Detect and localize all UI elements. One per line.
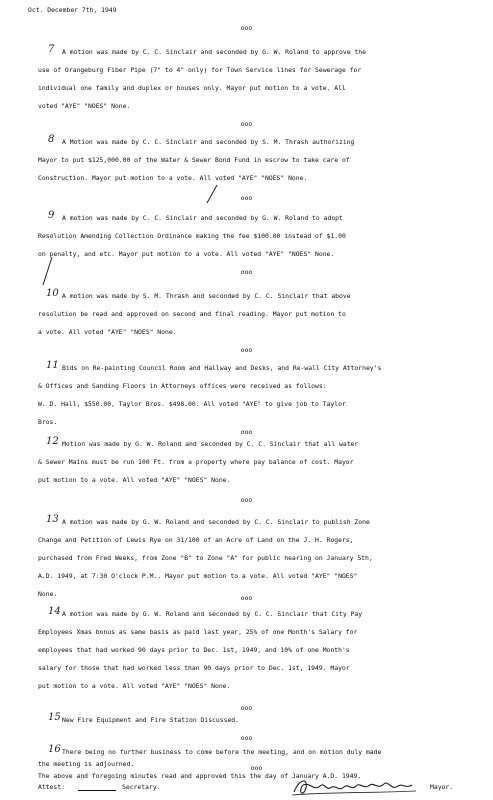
separator: ooo: [240, 346, 253, 354]
separator: ooo: [240, 268, 253, 276]
paragraph-number: 10: [46, 288, 59, 299]
paragraph-line: Resolution Amending Collection Ordinance making the fee $100.00 instead of $1.00: [38, 232, 346, 240]
separator: ooo: [240, 594, 253, 602]
paragraph-number: 11: [46, 360, 59, 371]
separator: ooo: [240, 194, 253, 202]
separator: ooo: [240, 120, 253, 128]
paragraph-number: 9: [48, 210, 55, 221]
paragraph-number: 13: [46, 514, 59, 525]
paragraph-number: 7: [48, 44, 55, 55]
paragraph-number: 15: [48, 712, 61, 723]
paragraph-line: Bros.: [38, 418, 58, 426]
paragraph-line: New Fire Equipment and Fire Station Discussed.: [62, 716, 239, 724]
paragraph-number: 12: [46, 436, 59, 447]
mayor-label: Mayor.: [430, 783, 454, 791]
paragraph-line: A Motion was made by C. C. Sinclair and seconded by S. M. Thrash authorizing: [62, 138, 355, 146]
paragraph-line: A.D. 1949, at 7:30 O'clock P.M.. Mayor put motion to a vote. All voted "AYE" "NOES": [38, 572, 358, 580]
paragraph-line: purchased from Fred Weeks, from Zone "B" to Zone "A" for public hearing on January 5th,: [38, 554, 373, 562]
paragraph-line: on penalty, and etc. Mayor put motion to a vote. All voted "AYE" "NOES" None.: [38, 250, 335, 258]
separator: ooo: [240, 496, 253, 504]
paragraph-number: 8: [48, 134, 55, 145]
mayor-signature: [290, 776, 430, 798]
paragraph-line: Mayor to put $125,000.00 of the Water & Sewer Bond Fund in escrow to take care of: [38, 156, 350, 164]
paragraph-line: Construction. Mayor put motion to a vote. All voted "AYE" "NOES" None.: [38, 174, 308, 182]
paragraph-line: Change and Petition of Lewis Rye on 31/100 of an Acre of Land on the J. H. Rogers,: [38, 536, 354, 544]
approval-line: The above and foregoing minutes read and approved this the day of January A.D. 1949.: [38, 772, 362, 780]
paragraph-line: A motion was made by C. C. Sinclair and seconded by G. W. Roland to adopt: [62, 214, 343, 222]
paragraph-line: Bids on Re-painting Council Room and Hallway and Desks, and Re-wall City Attorney's: [62, 364, 382, 372]
paragraph-line: None.: [38, 590, 58, 598]
paragraph-line: & Offices and Sanding Floors in Attorneys offices were received as follows:: [38, 382, 327, 390]
separator: ooo: [240, 704, 253, 712]
paragraph-line: Employees Xmas bonus as same basis as paid last year, 25% of one Month's Salary for: [38, 628, 358, 636]
paragraph-line: & Sewer Mains must be run 100 Ft. from a property where pay balance of cost. Mayor: [38, 458, 354, 466]
paragraph-line: the meeting is adjourned.: [38, 760, 135, 768]
paragraph-line: salary for those that had worked less than 90 days prior to Dec. 1st, 1949. Mayor: [38, 664, 350, 672]
paragraph-line: employees that had worked 90 days prior to Dec. 1st, 1949, and 10% of one Month's: [38, 646, 350, 654]
header-date: Oct. December 7th, 1949: [28, 6, 117, 14]
separator: ooo: [240, 428, 253, 436]
paragraph-line: A motion was made by C. C. Sinclair and seconded by G. W. Roland to approve the: [62, 48, 366, 56]
separator: ooo: [240, 734, 253, 742]
paragraph-line: resolution be read and approved on second and final reading. Mayor put motion to: [38, 310, 346, 318]
paragraph-line: voted "AYE" "NOES" None.: [38, 102, 131, 110]
paragraph-line: A motion was made by G. W. Roland and seconded by C. C. Sinclair that City Pay: [62, 610, 363, 618]
paragraph-line: Motion was made by G. W. Roland and seconded by C. C. Sinclair that all water: [62, 440, 359, 448]
paragraph-number: 16: [48, 744, 61, 755]
separator: ooo: [250, 764, 263, 772]
paragraph-line: There being no further business to come before the meeting, and on motion duly made: [62, 748, 382, 756]
separator: ooo: [240, 24, 253, 32]
paragraph-number: 14: [48, 606, 61, 617]
attest-label: Attest:: [38, 783, 65, 791]
paragraph-line: put motion to a vote. All voted "AYE" "NOES" None.: [38, 476, 231, 484]
paragraph-line: A motion was made by S. M. Thrash and seconded by C. C. Sinclair that above: [62, 292, 351, 300]
paragraph-line: put motion to a vote. All voted "AYE" "NOES" None.: [38, 682, 231, 690]
paragraph-line: use of Orangeburg Fiber Pipe (7" to 4" only) for Town Service lines for Sewerage for: [38, 66, 362, 74]
paragraph-line: W. D. Hall, $550.00, Taylor Bros. $498.00. All voted "AYE" to give job to Taylor: [38, 400, 346, 408]
secretary-label: Secretary.: [122, 783, 161, 791]
attest-signature-line: [78, 790, 116, 791]
paragraph-line: A motion was made by G. W. Roland and seconded by C. C. Sinclair to publish Zone: [62, 518, 370, 526]
paragraph-line: individual one family and duplex or houses only. Mayor put motion to a vote. All: [38, 84, 346, 92]
paragraph-line: a vote. All voted "AYE" "NOES" None.: [38, 328, 177, 336]
